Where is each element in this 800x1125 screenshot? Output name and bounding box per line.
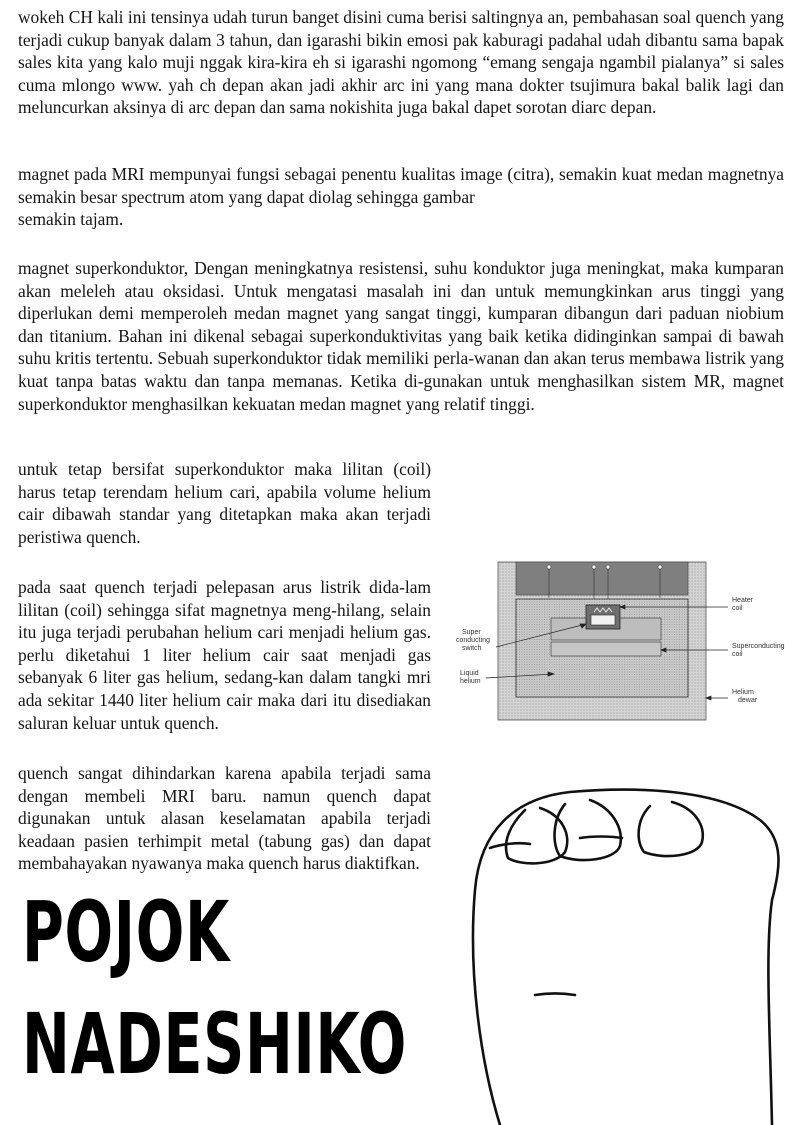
coil-paragraph: untuk tetap bersifat superkonduktor maka lilitan (coil) harus tetap terendam helium cari, apabila volume helium cair dibawah standar yang ditetapkan maka akan terjadi peristiwa quench. <box>18 459 431 547</box>
heater-coil-label-2: coil <box>732 605 743 612</box>
heater-coil-label-1: Heater <box>732 597 754 604</box>
nail-right <box>639 802 703 856</box>
dewar-label-1: Helium <box>732 689 754 696</box>
title-line-1: POJOK <box>22 883 230 981</box>
switch-inner <box>591 615 615 625</box>
finger-character-illustration <box>440 770 800 1125</box>
intro-paragraph: wokeh CH kali ini tensinya udah turun banget disini cuma berisi saltingnya an, pembahasan soal quench yang terjadi cukup banyak dalam 3 tahun, dan igarashi bikin emosi pak kaburagi padahal udah dibantu sama bapak sales kita yang kalo muji nggak kira-kira eh si igarashi ngomong “emang sengaja ngambil pialanya” si sales cuma mlongo www. yah ch depan akan jadi akhir arc ini yang mana dokter tsujimura bakal balik lagi dan meluncurkan aksinya di arc depan dan sama nokishita juga bakal dapet sorotan diarc depan. <box>18 7 784 118</box>
switch-label-3: switch <box>462 645 482 652</box>
sc-coil-label-2: coil <box>732 651 743 658</box>
quench-avoid-paragraph: quench sangat dihindarkan karena apabila terjadi sama dengan membeli MRI baru. namun quench dapat digunakan untuk alasan keselamatan apabila terjadi keadaan pasien terhimpit metal (tabung gas) dan dapat membahayakan nyawanya maka quench harus diaktifkan. <box>18 763 431 874</box>
dewar-label-2: dewar <box>738 697 758 704</box>
left-eye <box>490 843 530 848</box>
finger-outline <box>473 790 779 1125</box>
quench-release-paragraph: pada saat quench terjadi pelepasan arus listrik dida-lam lilitan (coil) sehingga sifat magnetnya meng-hilang, selain itu juga terjadi perubahan helium cari menjadi helium gas. perlu diketahui 1 liter helium cair saat menjadi gas sebanyak 6 liter gas helium, sedang-kan dalam tangki mri ada sekitar 1440 liter helium cair maka dari itu disediakan saluran keluar untuk quench. <box>18 577 431 733</box>
superconductor-paragraph: magnet superkonduktor, Dengan meningkatnya resistensi, suhu konduktor juga meningkat, maka kumparan akan meleleh atau oksidasi. Untuk mengatasi masalah ini dan untuk memungkinkan arus tinggi yang diperlukan demi memperoleh medan magnet yang sangat tinggi, kumparan dibangun dari paduan niobium dan titanium. Bahan ini dikenal sebagai superkonduktivitas yang baik ketika didinginkan sampai di bawah suhu kritis tertentu. Sebuah superkonduktor tidak memiliki perla-wanan dan akan terus membawa listrik yang kuat tanpa batas waktu dan tanpa memanas. Ketika di-gunakan untuk menghasilkan sistem MR, magnet superkonduktor menghasilkan kekuatan medan magnet yang relatif tinggi. <box>18 258 784 414</box>
mri-magnet-diagram <box>436 556 796 722</box>
liquid-helium-label-1: Liquid <box>460 670 479 677</box>
magnet-text-line1: magnet pada MRI mempunyai fungsi sebagai penentu kualitas image (citra), semakin kuat medan magnetnya semakin besar spectrum atom yang dapat diolag sehingga gambar <box>18 164 784 207</box>
finger-character-svg <box>440 770 800 1125</box>
mouth <box>535 994 575 996</box>
switch-label-2: conducting <box>456 637 490 644</box>
magnet-paragraph <box>18 163 784 231</box>
magnet-text-line2: semakin tajam. <box>18 209 124 230</box>
switch-label-1: Super <box>462 629 481 636</box>
coil-lower <box>551 642 661 656</box>
right-eye <box>580 837 622 839</box>
title-line-2: NADESHIKO <box>22 995 408 1093</box>
liquid-helium-label-2: helium <box>460 678 481 685</box>
sc-coil-label-1: Superconducting <box>732 643 785 650</box>
mri-diagram-svg <box>436 556 796 722</box>
